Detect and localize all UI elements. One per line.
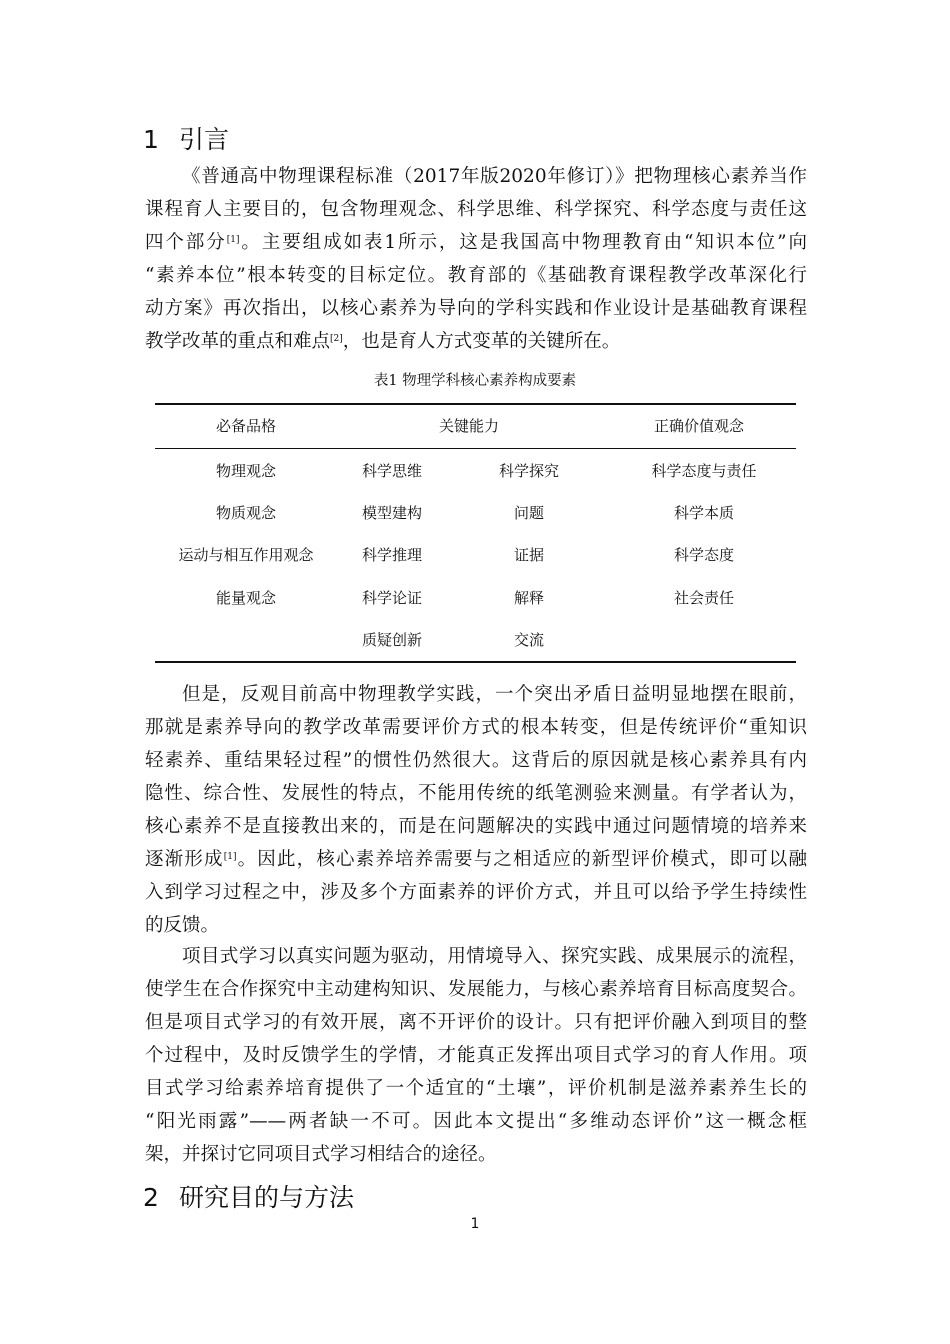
table-cell: 科学态度 bbox=[673, 546, 734, 564]
text-line: 但是项目式学习的有效开展，离不开评价的设计。只有把评价融入到项目的整 bbox=[145, 1012, 807, 1033]
text-line: 目式学习给素养培育提供了一个适宜的“土壤”，评价机制是滋养素养生长的 bbox=[145, 1078, 807, 1099]
text-line: 动方案》再次指出，以核心素养为导向的学科实践和作业设计是基础教育课程 bbox=[145, 298, 807, 319]
section-title: 研究目的与方法 bbox=[179, 1183, 355, 1212]
text-line: 核心素养不是直接教出来的，而是在问题解决的实践中通过问题情境的培养来 bbox=[145, 816, 807, 837]
table-cell: 物理观念 bbox=[215, 462, 276, 480]
table-cell: 证据 bbox=[513, 546, 544, 564]
table-cell: 解释 bbox=[513, 589, 544, 607]
section-title: 引言 bbox=[179, 125, 230, 154]
text-line: 逐渐形成[1]。因此，核心素养培养需要与之相适应的新型评价模式，即可以融 bbox=[145, 849, 807, 870]
text-line: 教学改革的重点和难点[2]，也是育人方式变革的关键所在。 bbox=[145, 331, 621, 352]
table-cell: 科学论证 bbox=[361, 589, 422, 607]
table-header-rule bbox=[155, 448, 796, 449]
paragraph-intro bbox=[145, 160, 807, 358]
table-caption: 表1 物理学科核心素养构成要素 bbox=[373, 373, 577, 389]
table-cell: 问题 bbox=[513, 504, 544, 522]
table-cell: 社会责任 bbox=[673, 589, 734, 607]
paragraph-pbl bbox=[145, 940, 807, 1171]
text-line: “阳光雨露”——两者缺一不可。因此本文提出“多维动态评价”这一概念框 bbox=[145, 1111, 807, 1132]
table-cell: 科学思维 bbox=[361, 462, 422, 480]
text-line: “素养本位”根本转变的目标定位。教育部的《基础教育课程教学改革深化行 bbox=[145, 265, 807, 286]
table-cell: 科学本质 bbox=[673, 504, 734, 522]
table-bottom-rule bbox=[155, 661, 796, 663]
text-line: 入到学习过程之中，涉及多个方面素养的评价方式，并且可以给予学生持续性 bbox=[145, 882, 807, 903]
citation: [1] bbox=[223, 852, 237, 862]
table-cell: 科学探究 bbox=[498, 462, 559, 480]
page-number: 1 bbox=[470, 1216, 480, 1232]
table-header-cell: 关键能力 bbox=[438, 417, 499, 435]
section-heading-1 bbox=[143, 124, 229, 156]
table-cell: 交流 bbox=[513, 631, 544, 649]
table-header-cell: 正确价值观念 bbox=[653, 417, 744, 435]
paragraph-problem bbox=[145, 678, 807, 942]
table-cell: 能量观念 bbox=[215, 589, 276, 607]
table-cell: 运动与相互作用观念 bbox=[178, 546, 314, 564]
table-header-cell: 必备品格 bbox=[215, 417, 276, 435]
table-cell: 物质观念 bbox=[215, 504, 276, 522]
section-number: 2 bbox=[143, 1183, 159, 1212]
text-line: 个过程中，及时反馈学生的学情，才能真正发挥出项目式学习的育人作用。项 bbox=[145, 1045, 807, 1066]
text-line: 《普通高中物理课程标准（2017年版2020年修订）》把物理核心素养当作 bbox=[182, 166, 807, 187]
table-cell: 科学推理 bbox=[361, 546, 422, 564]
table-cell: 模型建构 bbox=[361, 504, 422, 522]
table-cell: 科学态度与责任 bbox=[651, 462, 757, 480]
text-line: 轻素养、重结果轻过程”的惯性仍然很大。这背后的原因就是核心素养具有内 bbox=[145, 750, 807, 771]
text-line: 项目式学习以真实问题为驱动，用情境导入、探究实践、成果展示的流程， bbox=[182, 946, 807, 967]
citation: [2] bbox=[330, 334, 343, 344]
text-line: 的反馈。 bbox=[145, 915, 220, 936]
text-line: 但是，反观目前高中物理教学实践，一个突出矛盾日益明显地摆在眼前， bbox=[182, 684, 807, 705]
table-top-rule bbox=[155, 403, 796, 405]
citation: [1] bbox=[226, 235, 240, 245]
text-line: 使学生在合作探究中主动建构知识、发展能力，与核心素养培育目标高度契合。 bbox=[145, 979, 807, 1000]
text-line: 四个部分[1]。主要组成如表1所示，这是我国高中物理教育由“知识本位”向 bbox=[145, 232, 807, 253]
text-line: 那就是素养导向的教学改革需要评价方式的根本转变，但是传统评价“重知识 bbox=[145, 717, 807, 738]
table-cell: 质疑创新 bbox=[361, 631, 422, 649]
text-line: 架，并探讨它同项目式学习相结合的途径。 bbox=[145, 1144, 497, 1165]
text-line: 隐性、综合性、发展性的特点，不能用传统的纸笔测验来测量。有学者认为， bbox=[145, 783, 807, 804]
text-line: 课程育人主要目的，包含物理观念、科学思维、科学探究、科学态度与责任这 bbox=[145, 199, 807, 220]
section-number: 1 bbox=[143, 125, 159, 154]
section-heading-2 bbox=[143, 1182, 354, 1214]
